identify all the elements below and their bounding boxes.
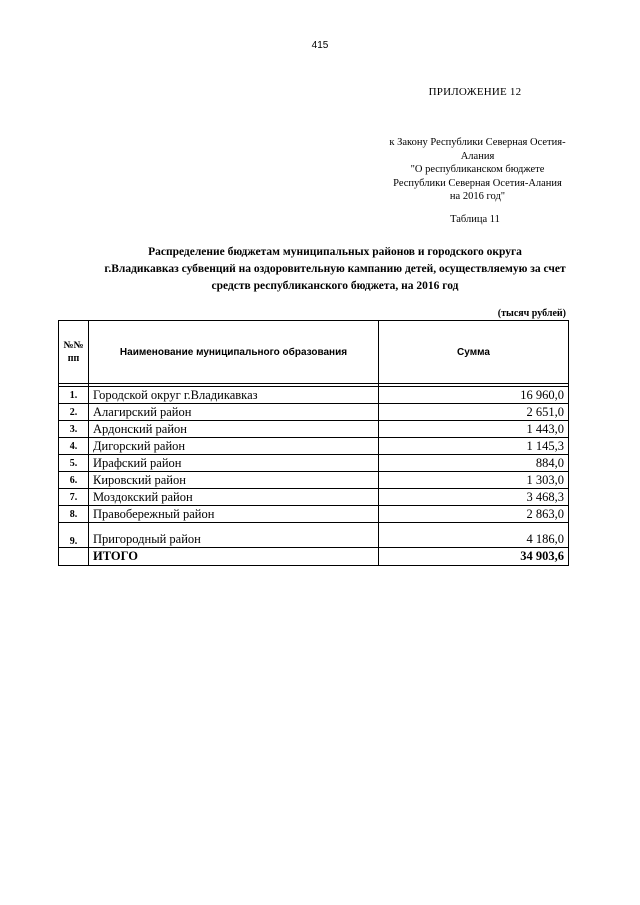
table-row: [59, 404, 569, 421]
municipality-name: Городской округ г.Владикавказ: [89, 387, 379, 404]
municipality-name: Правобережный район: [89, 506, 379, 523]
total-amount: 34 903,6: [379, 548, 569, 566]
municipality-name: Алагирский район: [89, 404, 379, 421]
table-row: [59, 523, 569, 548]
amount: 1 145,3: [379, 438, 569, 455]
amount: 1 443,0: [379, 421, 569, 438]
law-reference-line: к Закону Республики Северная Осетия-: [389, 137, 566, 148]
title-line: г.Владикавказ субвенций на оздоровительную кампанию детей, осуществляемую за счет: [104, 263, 566, 275]
row-number: 1.: [59, 387, 89, 404]
title-line: средств республиканского бюджета, на 2016 год: [211, 280, 459, 292]
total-number-cell: [59, 548, 89, 566]
table-header-row: [59, 321, 569, 384]
number-header-line2: пп: [67, 353, 80, 364]
amount: 16 960,0: [379, 387, 569, 404]
table-row: [59, 438, 569, 455]
name-column-header: Наименование муниципального образования: [89, 321, 379, 384]
amount: 884,0: [379, 455, 569, 472]
appendix-label: ПРИЛОЖЕНИЕ 12: [428, 86, 522, 98]
total-row: [59, 548, 569, 566]
law-reference-line: Республики Северная Осетия-Алания: [393, 177, 562, 189]
table-row: [59, 455, 569, 472]
row-number: 3.: [59, 421, 89, 438]
law-reference-line: "О республиканском бюджете: [410, 164, 545, 175]
number-column-header: [59, 321, 89, 384]
law-reference-line: Алания: [460, 150, 495, 162]
amount: 1 303,0: [379, 472, 569, 489]
amount: 3 468,3: [379, 489, 569, 506]
document-title: [40, 244, 630, 295]
row-number: 9.: [59, 523, 89, 548]
row-number: 5.: [59, 455, 89, 472]
row-number: 8.: [59, 506, 89, 523]
municipality-name: Ирафский район: [89, 455, 379, 472]
table-row: [59, 506, 569, 523]
municipality-name: Ардонский район: [89, 421, 379, 438]
table-row: [59, 472, 569, 489]
law-reference-line: на 2016 год": [449, 191, 506, 202]
row-number: 4.: [59, 438, 89, 455]
number-header-line1: №№: [63, 340, 84, 351]
title-line: Распределение бюджетам муниципальных районов и городского округа: [148, 246, 522, 258]
units-label: (тысяч рублей): [497, 308, 566, 319]
amount: 4 186,0: [379, 523, 569, 548]
municipality-name: Пригородный район: [89, 523, 379, 548]
law-reference: [370, 136, 585, 204]
amount: 2 651,0: [379, 404, 569, 421]
table-label: Таблица 11: [450, 214, 500, 225]
municipality-name: Кировский район: [89, 472, 379, 489]
budget-table: [58, 320, 569, 566]
row-number: 2.: [59, 404, 89, 421]
page-number: 415: [311, 40, 329, 51]
sum-column-header: Сумма: [379, 321, 569, 384]
total-label: ИТОГО: [89, 548, 379, 566]
municipality-name: Дигорский район: [89, 438, 379, 455]
row-number: 6.: [59, 472, 89, 489]
table-row: [59, 387, 569, 404]
table-row: [59, 421, 569, 438]
amount: 2 863,0: [379, 506, 569, 523]
row-number: 7.: [59, 489, 89, 506]
table-row: [59, 489, 569, 506]
municipality-name: Моздокский район: [89, 489, 379, 506]
